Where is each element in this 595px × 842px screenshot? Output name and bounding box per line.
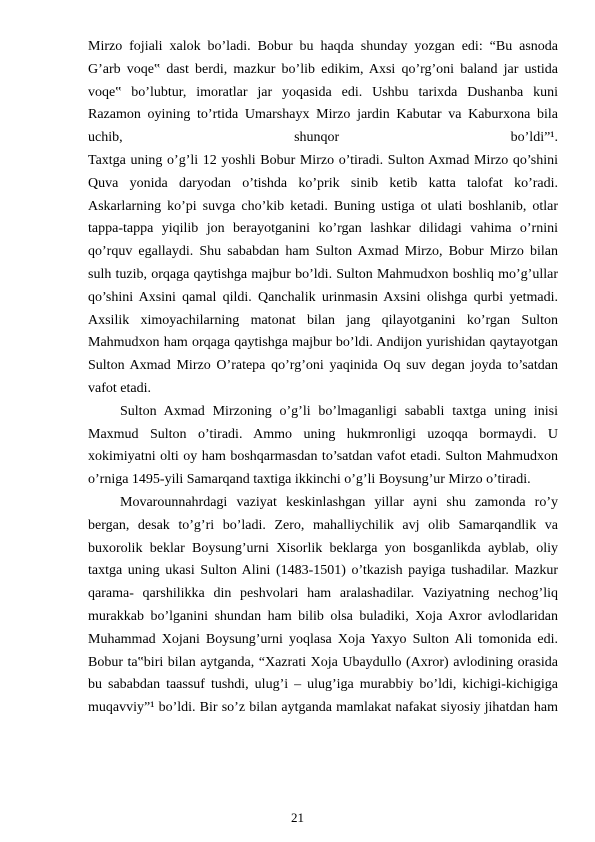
text-line: tappa-tappa yiqilib jon berayotganini ko’rgan lashkar dilidagi vahima o’rnini <box>88 221 558 237</box>
text-line: Bobur ta‟biri bilan aytganda, “Xazrati Xoja Ubaydullo (Axror) avlodining orasida <box>88 654 558 670</box>
text-line: bu sababdan taassuf tushdi, ulug’i – ulug’iga murabbiy bo’ldi, kichigi-kichigiga <box>88 677 558 693</box>
text-line: Mahmudxon ham orqaga qaytishga majbur bo’ldi. Andijon yurishidan qaytayotgan <box>88 335 558 351</box>
page-number: 21 <box>291 810 304 825</box>
text-line: muqavviy”¹ bo’ldi. Bir so’z bilan aytganda mamlakat nafakat siyosiy jihatdan ham <box>88 700 558 716</box>
text-line: voqe‟ bo’lubtur, imoratlar jar yoqasida edi. Ushbu tarixda Dushanba kuni <box>88 84 558 100</box>
text-line: qo’rquv egallaydi. Shu sababdan ham Sulton Axmad Mirzo, Bobur Mirzo bilan <box>88 244 558 260</box>
text-line: Maxmud Sulton o’tiradi. Ammo uning hukmronligi uzoqqa bormaydi. U <box>88 426 558 442</box>
text-line: sulh tuzib, orqaga qaytishga majbur bo’ldi. Sulton Mahmudxon boshliq mo’g’ullar <box>88 266 558 282</box>
text-line: Sulton Axmad Mirzoning o’g’li bo’lmaganligi sababli taxtga uning inisi <box>120 403 558 419</box>
text-line: buxorolik beklar Boysung’urni Xisorlik beklarga yon bosganlikda ayblab, oliy <box>88 540 558 556</box>
text-line: Askarlarning ko’pi suvga cho’kib ketadi. Buning ustiga ot ulati boshlanib, otlar <box>88 198 558 214</box>
text-line: qarama- qarshilikka din peshvolari ham aralashadilar. Vaziyatning nechog’liq <box>88 586 558 602</box>
text-line: Axsilik ximoyachilarning matonat bilan jang qilayotganini ko’rgan Sulton <box>88 312 558 328</box>
text-line: Razamon oyining to’rtida Umarshayx Mirzo jardin Kabutar va Kaburxona bila <box>88 107 558 123</box>
text-line: Mirzo fojiali xalok bo’ladi. Bobur bu haqda shunday yozgan edi: “Bu asnoda <box>88 39 558 54</box>
text-line: Muhammad Xojani Boysung’urni yoqlasa Xoja Yaxyo Sulton Ali tomonida edi. <box>88 631 558 647</box>
text-line: bergan, desak to’g’ri bo’ladi. Zero, mahalliychilik avj olib Samarqandlik va <box>88 517 558 533</box>
text-line: taxtga uning ukasi Sulton Alini (1483-1501) o’tkazish payiga tushadilar. Mazkur <box>88 563 558 579</box>
document-body <box>88 36 558 720</box>
text-line: qo’shini Axsini qamal qildi. Qanchalik urinmasin Axsini olishga qurbi yetmadi. <box>88 289 558 305</box>
text-line: Taxtga uning o’g’li 12 yoshli Bobur Mirzo o’tiradi. Sulton Axmad Mirzo qo’shini <box>88 152 558 168</box>
text-line: o’rniga 1495-yili Samarqand taxtiga ikkinchi o’g’li Boysung’ur Mirzo o’tiradi. <box>88 472 531 488</box>
text-line: Sulton Axmad Mirzo O’ratepa qo’rg’oni yaqinida Oq suv degan joyda to’satdan <box>88 358 558 374</box>
text-line: murakkab bo’lganini shundan ham bilib olsa buladiki, Xoja Axror avlodlaridan <box>88 608 558 624</box>
text-line: vafot etadi. <box>88 380 151 396</box>
text-line: Movarounnahrdagi vaziyat keskinlashgan yillar ayni shu zamonda ro’y <box>120 494 558 510</box>
text-line: xokimiyatni olti oy ham boshqarmasdan to’satdan vafot etadi. Sulton Mahmudxon <box>88 449 558 465</box>
text-line: Quva yonida daryodan o’tishda ko’prik sinib ketib katta talofat ko’radi. <box>88 175 558 191</box>
text-line: uchib, shunqor bo’ldi”¹. <box>88 130 558 146</box>
text-line: G’arb voqe‟ dast berdi, mazkur bo’lib edikim, Axsi qo’rg’oni baland jar ustida <box>88 61 558 77</box>
